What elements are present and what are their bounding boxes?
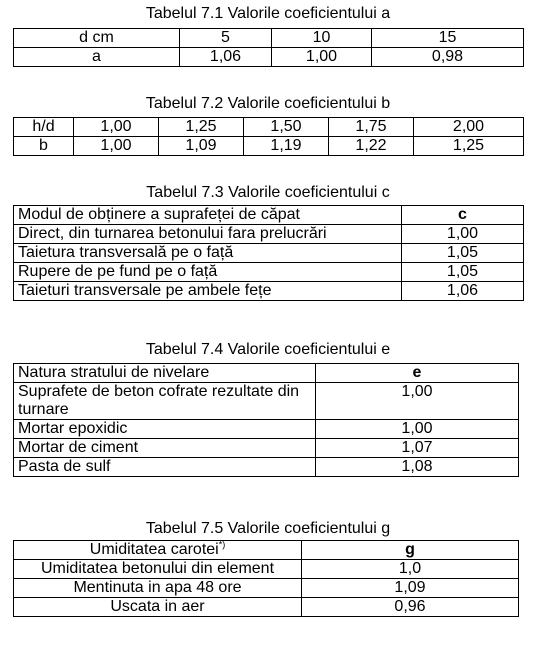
table-row	[14, 282, 524, 301]
table-cell: d cm	[14, 29, 180, 48]
table-cell: 5	[180, 29, 272, 48]
table-row	[14, 439, 519, 458]
table-cell: 0,96	[302, 598, 519, 617]
table-cell: 1,05	[402, 244, 524, 263]
table-row	[14, 263, 524, 282]
table-cell: Suprafete de beton cofrate rezultate din turnare	[14, 383, 316, 420]
table-row	[14, 244, 524, 263]
table-header-row	[14, 364, 519, 383]
table-row	[14, 579, 519, 598]
table-cell: 1,00	[272, 48, 372, 67]
table-cell: 1,06	[180, 48, 272, 67]
table-row	[14, 458, 519, 477]
table-cell	[14, 541, 302, 560]
table-cell: h/d	[14, 118, 74, 137]
table-cell: Modul de obținere a suprafeței de căpat	[14, 206, 402, 225]
table-cell: a	[14, 48, 180, 67]
table-cell: 1,00	[316, 383, 519, 420]
table-header-row	[14, 118, 524, 137]
footnote-marker: *)	[218, 540, 226, 550]
table-cell: 1,22	[329, 137, 414, 156]
table-row	[14, 560, 519, 579]
table-7-1-title: Tabelul 7.1 Valorile coeficientului a	[145, 5, 391, 22]
table-cell: Mentinuta in apa 48 ore	[14, 579, 302, 598]
table-cell: 1,05	[402, 263, 524, 282]
table-7-3	[13, 205, 524, 301]
table-cell: Pasta de sulf	[14, 458, 316, 477]
table-cell: Natura stratului de nivelare	[14, 364, 316, 383]
table-7-4	[13, 363, 519, 477]
table-cell: b	[14, 137, 74, 156]
table-cell: c	[402, 206, 524, 225]
table-cell: 1,06	[402, 282, 524, 301]
table-7-3-title: Tabelul 7.3 Valorile coeficientului c	[146, 184, 390, 201]
table-7-5-title: Tabelul 7.5 Valorile coeficientului g	[145, 520, 391, 537]
column-label: Umiditatea carotei	[89, 541, 219, 558]
table-7-1	[13, 28, 524, 67]
table-cell: 10	[272, 29, 372, 48]
table-7-2-title: Tabelul 7.2 Valorile coeficientului b	[145, 95, 391, 112]
table-cell: 1,09	[159, 137, 244, 156]
table-cell: 1,00	[402, 225, 524, 244]
table-cell: 1,09	[302, 579, 519, 598]
table-cell: 1,07	[316, 439, 519, 458]
table-cell: Mortar de ciment	[14, 439, 316, 458]
table-header-row	[14, 206, 524, 225]
table-cell: 1,08	[316, 458, 519, 477]
table-7-5	[13, 540, 519, 617]
table-7-2	[13, 117, 524, 156]
table-header-row	[14, 29, 524, 48]
table-cell: 1,0	[302, 560, 519, 579]
table-row	[14, 137, 524, 156]
table-cell: Uscata in aer	[14, 598, 302, 617]
table-cell: 15	[372, 29, 524, 48]
table-cell: Direct, din turnarea betonului fara prelucrări	[14, 225, 402, 244]
table-cell: 2,00	[414, 118, 524, 137]
table-row	[14, 48, 524, 67]
table-cell: 1,00	[74, 137, 159, 156]
table-row	[14, 598, 519, 617]
table-cell: Umiditatea betonului din element	[14, 560, 302, 579]
table-cell: 1,00	[316, 420, 519, 439]
table-cell: 0,98	[372, 48, 524, 67]
table-cell: 1,19	[244, 137, 329, 156]
table-cell: Taieturi transversale pe ambele fețe	[14, 282, 402, 301]
table-cell: 1,50	[244, 118, 329, 137]
table-cell: g	[302, 541, 519, 560]
table-cell: Taietura transversală pe o față	[14, 244, 402, 263]
table-row	[14, 383, 519, 420]
table-header-row	[14, 541, 519, 560]
table-cell: 1,00	[74, 118, 159, 137]
table-7-4-title: Tabelul 7.4 Valorile coeficientului e	[145, 341, 391, 358]
table-cell: e	[316, 364, 519, 383]
table-cell: 1,25	[159, 118, 244, 137]
table-cell: 1,25	[414, 137, 524, 156]
table-row	[14, 420, 519, 439]
table-row	[14, 225, 524, 244]
table-cell: Rupere de pe fund pe o față	[14, 263, 402, 282]
table-cell: Mortar epoxidic	[14, 420, 316, 439]
table-cell: 1,75	[329, 118, 414, 137]
